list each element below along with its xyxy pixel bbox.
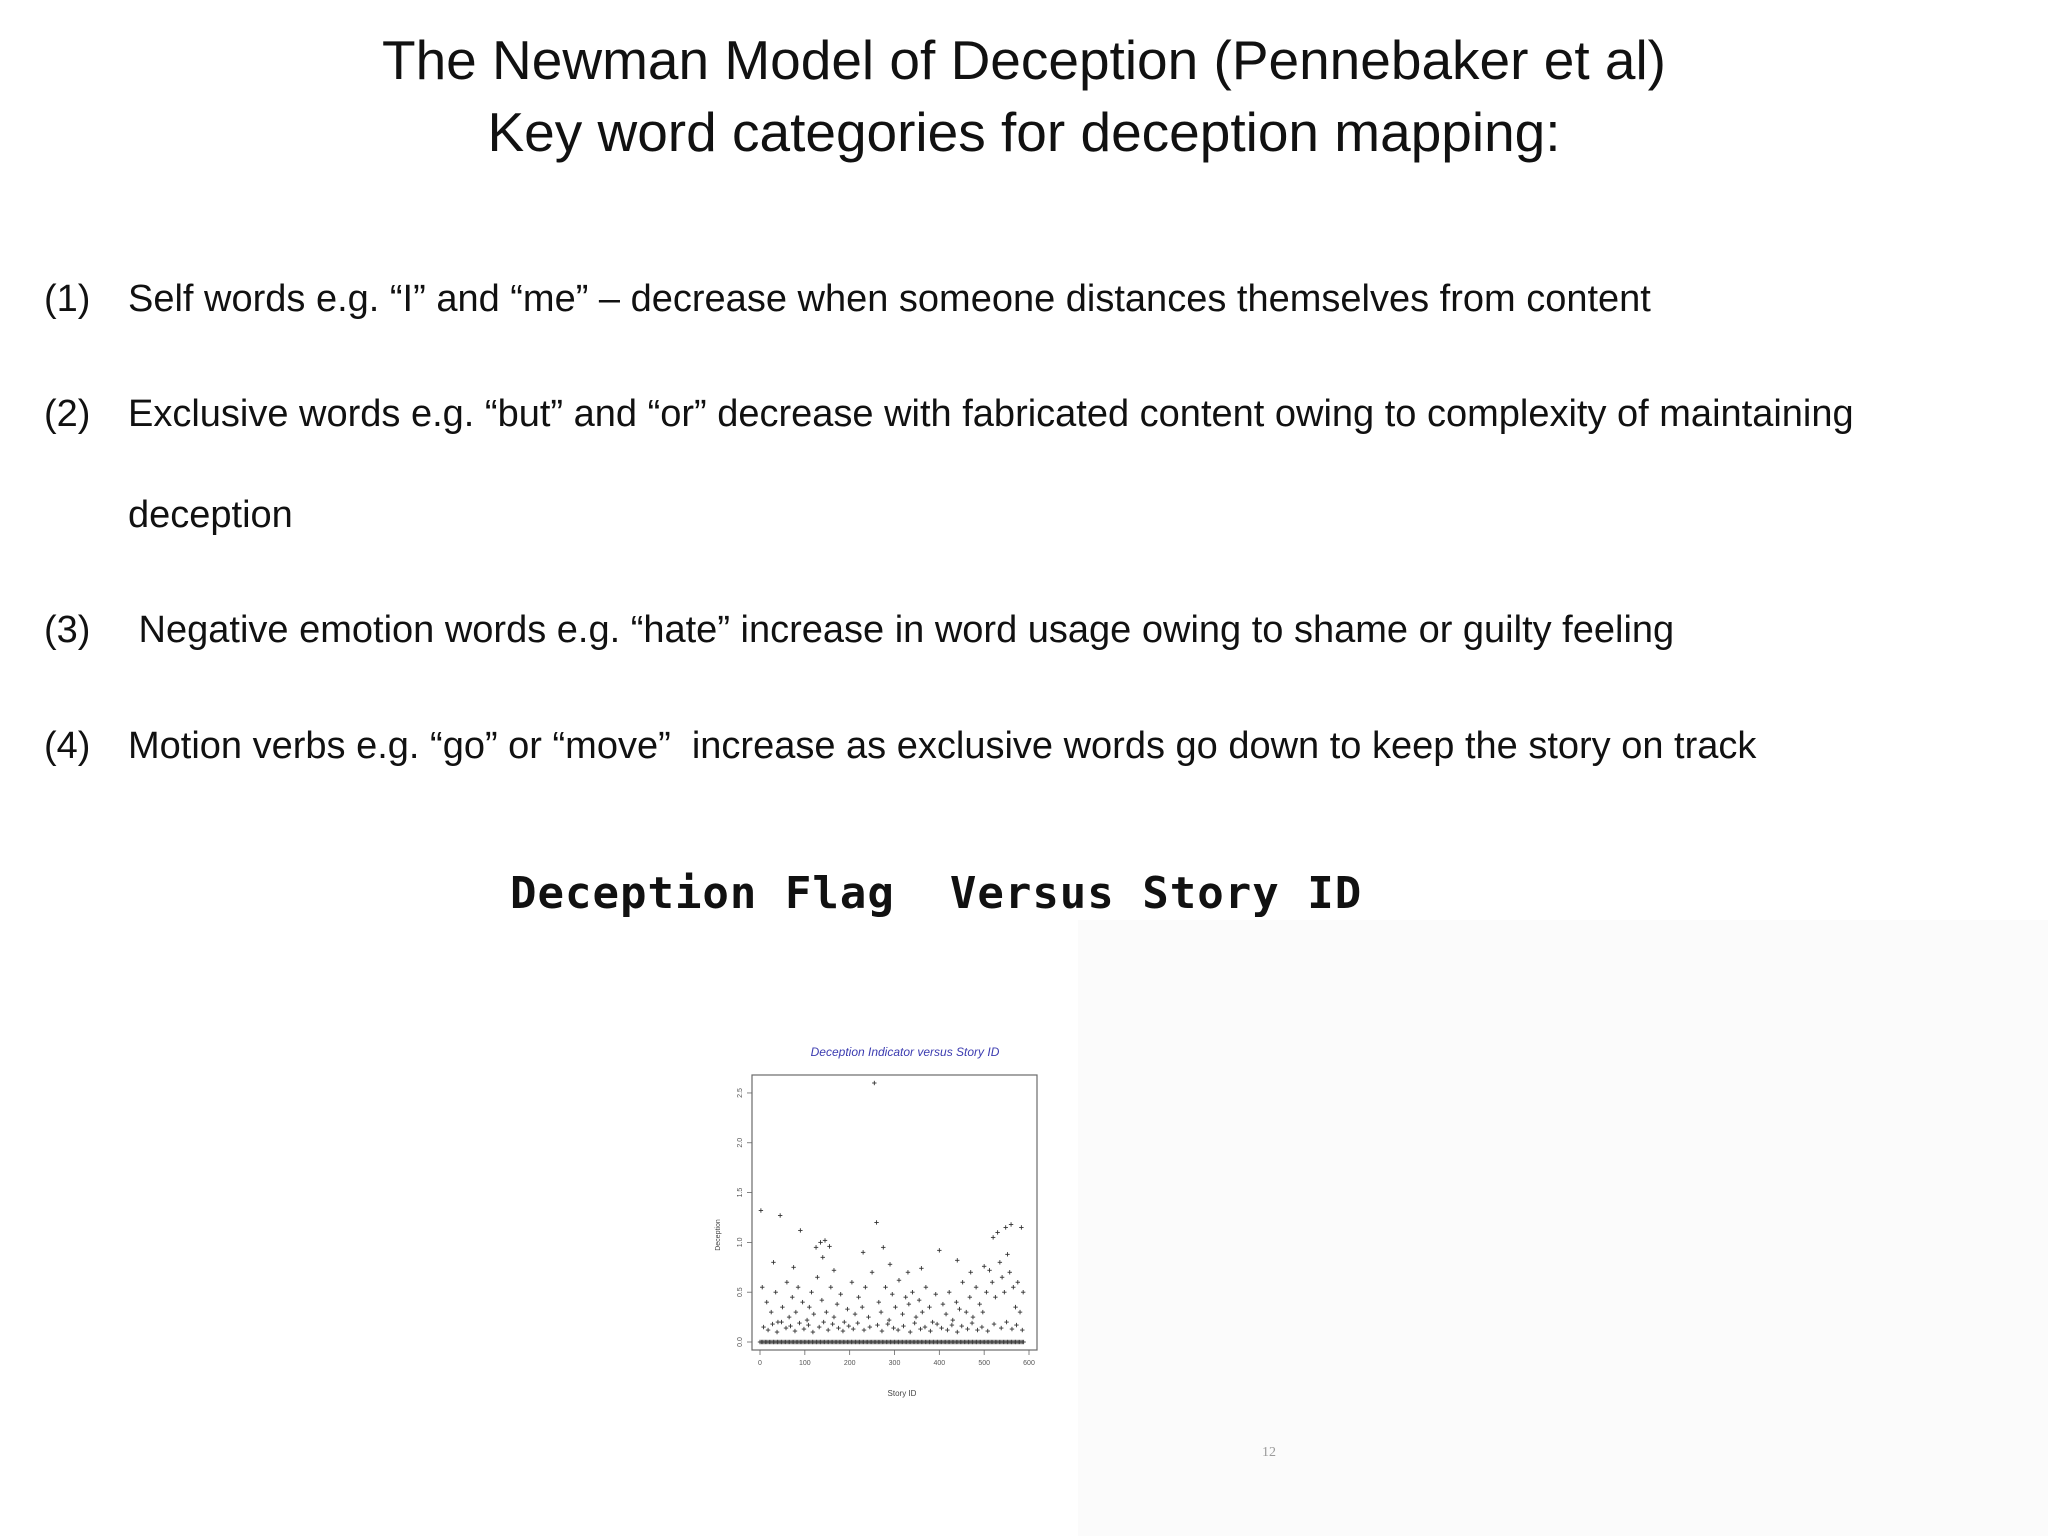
data-point [788, 1324, 792, 1328]
data-point [999, 1326, 1003, 1330]
data-point [787, 1315, 791, 1319]
data-point [1018, 1310, 1022, 1314]
data-point [798, 1228, 802, 1232]
x-tick-label: 400 [933, 1360, 946, 1367]
x-tick-label: 600 [1023, 1360, 1035, 1367]
data-point [947, 1290, 951, 1294]
data-point [923, 1325, 927, 1329]
data-point [906, 1270, 910, 1274]
data-point [862, 1328, 866, 1332]
data-point [904, 1295, 908, 1299]
data-point [805, 1318, 809, 1322]
data-point [1010, 1327, 1014, 1331]
x-tick-label: 500 [978, 1360, 991, 1367]
data-point [793, 1329, 797, 1333]
page-number: 12 [1262, 1445, 1276, 1460]
data-point [872, 1081, 876, 1085]
list-item-text: Motion verbs e.g. “go” or “move” increase as exclusive words go down to keep the story on track [128, 725, 1757, 767]
list-item-number: (2) [44, 393, 91, 435]
x-tick-label: 200 [843, 1360, 856, 1367]
data-point [1004, 1320, 1008, 1324]
data-point [802, 1327, 806, 1331]
x-tick-label: 0 [758, 1360, 762, 1367]
data-points [758, 1081, 1026, 1344]
data-point [1013, 1305, 1017, 1309]
data-point [927, 1305, 931, 1309]
data-point [817, 1325, 821, 1329]
data-point [1003, 1225, 1007, 1229]
data-point [991, 1235, 995, 1239]
data-point [856, 1321, 860, 1325]
data-point [984, 1290, 988, 1294]
data-point [957, 1307, 961, 1311]
data-point [760, 1285, 764, 1289]
data-point [982, 1264, 986, 1268]
data-point [986, 1329, 990, 1333]
data-point [945, 1328, 949, 1332]
data-point [830, 1322, 834, 1326]
data-point [897, 1278, 901, 1282]
y-tick-label: 2.0 [737, 1137, 744, 1148]
data-point [800, 1300, 804, 1304]
data-point [1019, 1225, 1023, 1229]
data-point [886, 1322, 890, 1326]
data-point [797, 1321, 801, 1325]
list-item-number: (4) [44, 725, 91, 767]
data-point [974, 1285, 978, 1289]
data-point [826, 1328, 830, 1332]
chart-title: Deception Indicator versus Story ID [810, 1045, 1000, 1059]
slide-title: The Newman Model of Deception (Pennebaker et al) [381, 29, 1666, 91]
data-point [836, 1326, 840, 1330]
x-tick-label: 300 [888, 1360, 901, 1367]
data-point [868, 1325, 872, 1329]
data-point [907, 1302, 911, 1306]
data-point [960, 1324, 964, 1328]
data-point [910, 1290, 914, 1294]
data-point [879, 1310, 883, 1314]
data-point [950, 1323, 954, 1327]
data-point [829, 1285, 833, 1289]
data-point [980, 1325, 984, 1329]
data-point [992, 1322, 996, 1326]
data-point [920, 1310, 924, 1314]
data-point [900, 1312, 904, 1316]
data-point [881, 1245, 885, 1249]
data-point [971, 1315, 975, 1319]
data-point [818, 1240, 822, 1244]
data-point [893, 1305, 897, 1309]
data-point [769, 1310, 773, 1314]
data-point [809, 1290, 813, 1294]
data-point [851, 1327, 855, 1331]
data-point [861, 1250, 865, 1254]
list-item-text: Negative emotion words e.g. “hate” increase in word usage owing to shame or guilty feeling [128, 609, 1675, 651]
data-point [1016, 1280, 1020, 1284]
data-point [891, 1326, 895, 1330]
data-point [812, 1312, 816, 1316]
data-point [975, 1328, 979, 1332]
data-point [860, 1305, 864, 1309]
data-point [919, 1266, 923, 1270]
data-point [912, 1321, 916, 1325]
data-point [832, 1315, 836, 1319]
figure-heading: Deception Flag Versus Story ID [510, 868, 1363, 919]
data-point [841, 1329, 845, 1333]
data-point [1002, 1290, 1006, 1294]
data-point [784, 1326, 788, 1330]
data-point [890, 1292, 894, 1296]
data-point [1011, 1285, 1015, 1289]
y-axis [737, 1088, 752, 1347]
data-point [821, 1255, 825, 1259]
data-point [908, 1330, 912, 1334]
list-item-number: (3) [44, 609, 91, 651]
data-point [998, 1260, 1002, 1264]
y-tick-label: 1.5 [737, 1187, 744, 1198]
data-point [791, 1265, 795, 1269]
data-point [888, 1262, 892, 1266]
data-point [796, 1285, 800, 1289]
data-point [870, 1270, 874, 1274]
data-point [941, 1302, 945, 1306]
data-point [845, 1307, 849, 1311]
list-item-number: (1) [44, 278, 91, 320]
data-point [770, 1322, 774, 1326]
data-point [1008, 1270, 1012, 1274]
data-point [934, 1292, 938, 1296]
data-point [964, 1310, 968, 1314]
data-point [835, 1302, 839, 1306]
data-point [935, 1322, 939, 1326]
data-point [937, 1248, 941, 1252]
data-point [794, 1310, 798, 1314]
data-point [924, 1285, 928, 1289]
data-point [823, 1238, 827, 1242]
data-point [842, 1320, 846, 1324]
data-point [771, 1260, 775, 1264]
data-point [1020, 1328, 1024, 1332]
data-point [778, 1213, 782, 1217]
data-point [970, 1321, 974, 1325]
data-point [1005, 1252, 1009, 1256]
data-point [960, 1280, 964, 1284]
data-point [806, 1323, 810, 1327]
data-point [761, 1325, 765, 1329]
data-point [827, 1244, 831, 1248]
data-point [820, 1298, 824, 1302]
data-point [824, 1310, 828, 1314]
data-point [977, 1302, 981, 1306]
data-point [965, 1327, 969, 1331]
data-point [896, 1328, 900, 1332]
data-point [811, 1330, 815, 1334]
data-point [766, 1328, 770, 1332]
data-point [877, 1300, 881, 1304]
data-point [856, 1295, 860, 1299]
list-item-text-continued: deception [128, 494, 293, 536]
data-point [821, 1320, 825, 1324]
data-point [880, 1329, 884, 1333]
data-point [1000, 1275, 1004, 1279]
data-point [866, 1315, 870, 1319]
data-point [955, 1330, 959, 1334]
data-point [814, 1245, 818, 1249]
data-point [969, 1270, 973, 1274]
data-point [874, 1220, 878, 1224]
data-point [995, 1230, 999, 1234]
data-point [759, 1208, 763, 1212]
y-tick-label: 0.0 [737, 1337, 744, 1347]
data-point [917, 1298, 921, 1302]
data-point [785, 1280, 789, 1284]
x-tick-label: 100 [798, 1360, 811, 1367]
data-point [918, 1327, 922, 1331]
data-point [853, 1312, 857, 1316]
y-axis-label: Deception [715, 1219, 722, 1251]
data-point [863, 1285, 867, 1289]
data-point [939, 1326, 943, 1330]
data-point [901, 1324, 905, 1328]
data-point [1009, 1222, 1013, 1226]
data-point [875, 1323, 879, 1327]
data-point [807, 1305, 811, 1309]
data-point [765, 1300, 769, 1304]
data-point [987, 1268, 991, 1272]
data-point [832, 1268, 836, 1272]
y-tick-label: 0.5 [737, 1287, 744, 1298]
data-point [790, 1295, 794, 1299]
data-point [839, 1292, 843, 1296]
slide-title-block [0, 24, 2048, 168]
data-point [954, 1300, 958, 1304]
data-point [990, 1280, 994, 1284]
data-point [779, 1320, 783, 1324]
data-point [1014, 1323, 1018, 1327]
data-point [775, 1330, 779, 1334]
data-point [815, 1275, 819, 1279]
data-point [914, 1315, 918, 1319]
data-point [928, 1329, 932, 1333]
data-point [850, 1280, 854, 1284]
data-point [847, 1324, 851, 1328]
figure-background [1078, 920, 2048, 1536]
x-axis [758, 1350, 1035, 1367]
data-point [944, 1312, 948, 1316]
data-point [993, 1295, 997, 1299]
data-point [930, 1320, 934, 1324]
list-item-text: Self words e.g. “I” and “me” – decrease when someone distances themselves from content [128, 278, 1651, 320]
data-point [780, 1305, 784, 1309]
list-item-text: Exclusive words e.g. “but” and “or” decrease with fabricated content owing to complexity of maintaining [128, 393, 1854, 435]
data-point [968, 1295, 972, 1299]
data-point [981, 1310, 985, 1314]
x-axis-label: Story ID [887, 1389, 917, 1398]
data-point [773, 1290, 777, 1294]
plot-frame [752, 1075, 1037, 1350]
data-point [951, 1318, 955, 1322]
data-point [955, 1258, 959, 1262]
data-point [887, 1318, 891, 1322]
y-tick-label: 2.5 [737, 1088, 744, 1098]
scatter-chart [690, 1035, 1090, 1400]
data-point [1021, 1290, 1025, 1294]
data-point [883, 1285, 887, 1289]
y-tick-label: 1.0 [737, 1237, 744, 1248]
slide-subtitle: Key word categories for deception mapping: [487, 101, 1561, 163]
